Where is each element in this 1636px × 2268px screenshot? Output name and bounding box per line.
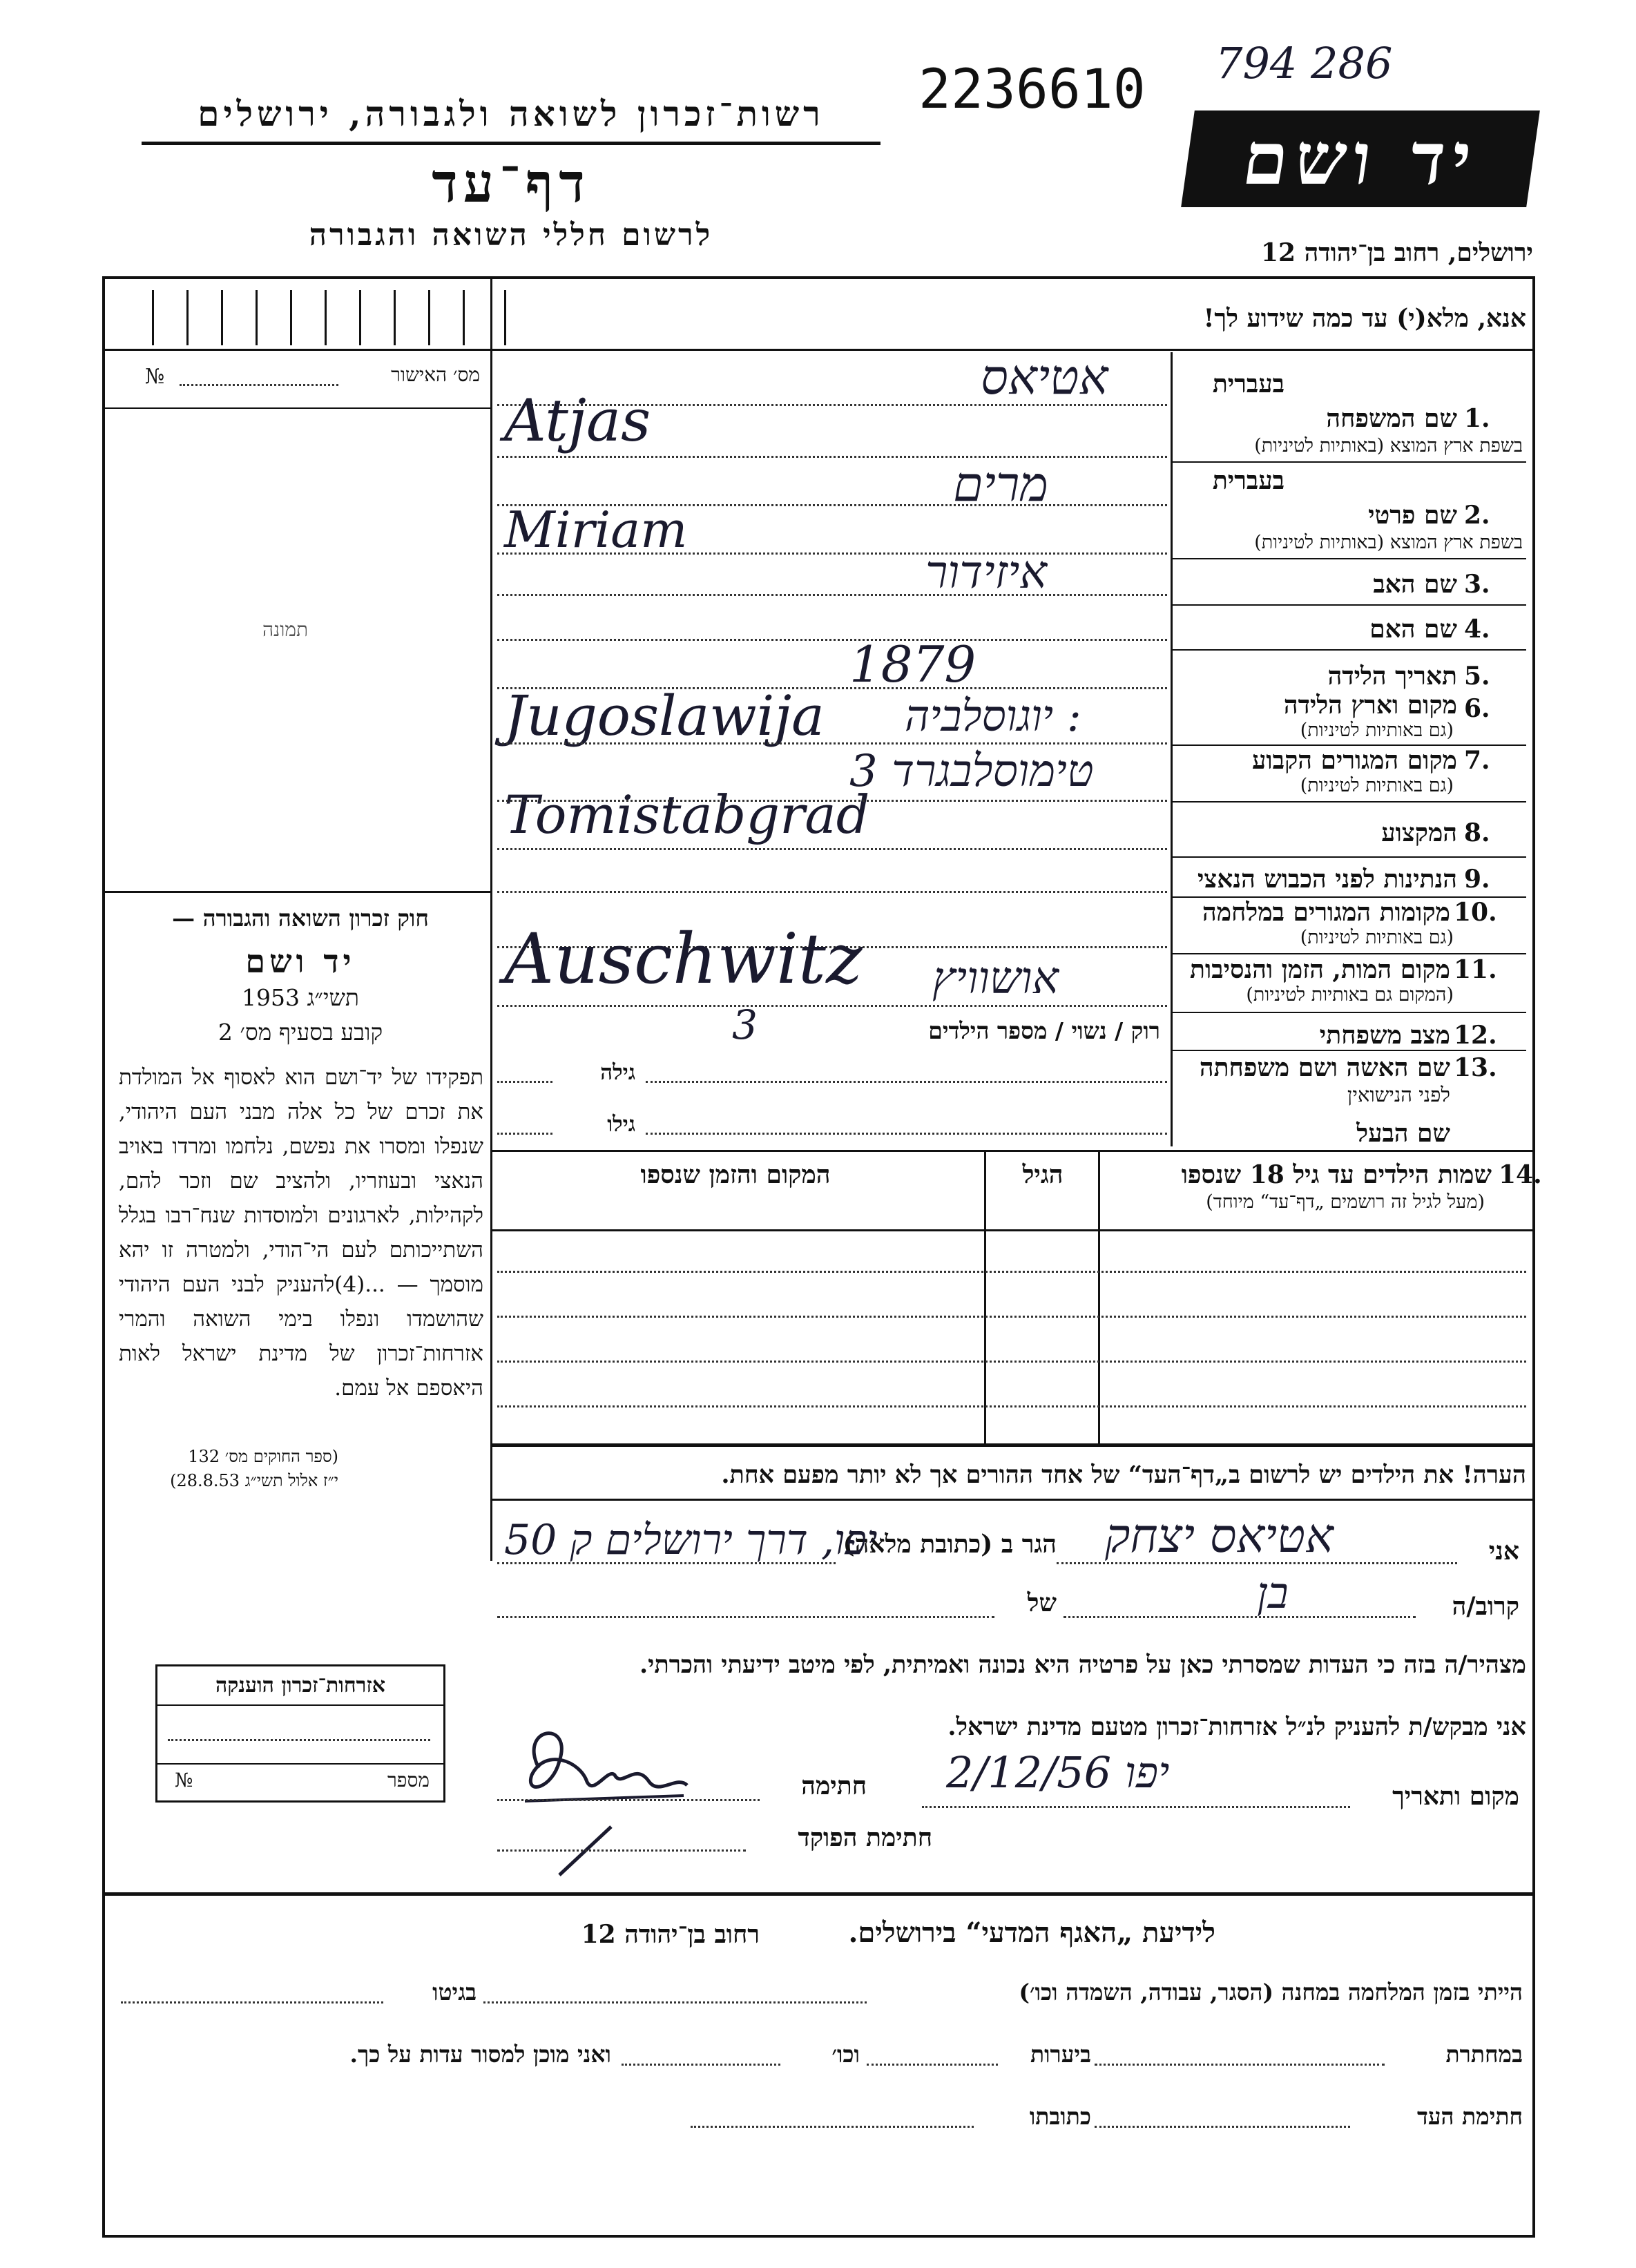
field-4-divider xyxy=(1171,649,1526,651)
field-8-num: 8. xyxy=(1464,818,1490,847)
field-1-hebrew-label: בעברית xyxy=(1212,369,1284,398)
field-1-value-latin[interactable]: Atjas xyxy=(504,387,651,454)
law-ref-2: י״ז אלול תשי״ג 28.8.53) xyxy=(170,1471,338,1490)
field-7-line-2[interactable] xyxy=(497,848,1167,850)
field-14-sub: (מעל לגיל זה רושמים „דף־עד“ מיוחד) xyxy=(1206,1191,1485,1213)
cert-no-label: מס׳ האישור xyxy=(391,363,480,386)
field-7-line[interactable] xyxy=(497,800,1167,802)
decl-address-value[interactable]: יפו, דרך ירושלים ק 50 xyxy=(504,1516,878,1564)
footer-witness-sig-line[interactable] xyxy=(1095,2126,1350,2128)
field-6-line[interactable] xyxy=(497,742,1167,744)
field-6-sub: (גם באותיות לטיניות) xyxy=(1300,720,1454,741)
field-1-divider xyxy=(1171,461,1526,463)
children-row-2[interactable] xyxy=(497,1316,1526,1318)
field-6-value-latin[interactable]: Jugoslawija xyxy=(504,684,825,748)
children-row-1[interactable] xyxy=(497,1271,1526,1273)
field-3-divider xyxy=(1171,604,1526,606)
cert-no-symbol: № xyxy=(145,365,165,389)
law-text: תפקידו של יד־ושם הוא לאסוף אל המולדת את זכרם של כל אלה מבני העם היהודי, שנפלו ומסרו את נפשם, נלחמו ומרדו באויב הנאצי ובעוזריו, ולהציב שם וזכר להם, לקהילות, לארגונים ולמוסדות שנח־רבו בגלל השתייכותם לעם הי־הודי, ולמטרה זו יהא מוסמך — ...(4)להעניק לבני העם היהודי שהושמדו ונפלו בימי השואה והמרי אזרחות־זכרון של מדינת ישראל לאות היאספם אל עמם. xyxy=(119,1065,483,1401)
footer-forests-label: ביערות xyxy=(1030,2041,1091,2068)
footer-etc-label: וכו׳ xyxy=(831,2041,860,2068)
children-col-1 xyxy=(1098,1150,1100,1443)
label-column-divider xyxy=(1171,352,1173,1146)
husband-age: גילו xyxy=(607,1112,635,1137)
decl-relative-value[interactable]: בן xyxy=(1257,1568,1289,1618)
field-3-line[interactable] xyxy=(497,594,1167,596)
decl-address-line[interactable] xyxy=(497,1562,836,1564)
form-subtitle: לרשום חללי השואה והגבורה xyxy=(309,218,713,253)
field-11-divider xyxy=(1171,1012,1526,1013)
field-10-label: מקומות המגורים במלחמה xyxy=(1202,898,1450,927)
field-2-label: שם פרטי xyxy=(1368,501,1457,530)
decl-i-value[interactable]: אטיאס יצחק xyxy=(1105,1509,1334,1564)
decl-signature-line[interactable] xyxy=(497,1799,760,1801)
left-panel-divider xyxy=(490,276,492,1561)
husband-age-line[interactable] xyxy=(497,1133,552,1135)
field-3-label: שם האב xyxy=(1373,570,1457,599)
yad-vashem-logo xyxy=(1181,110,1540,207)
footer-heading: לידיעת „האגף המדעי“ בירושלים. xyxy=(848,1916,1215,1949)
law-year: תשי״ג 1953 xyxy=(241,984,360,1011)
children-top xyxy=(490,1150,1535,1152)
field-2-value-latin[interactable]: Miriam xyxy=(504,501,688,559)
field-1-label: שם המשפחה xyxy=(1326,404,1457,433)
field-14-col-place: המקום והזמן שנספו xyxy=(640,1160,831,1189)
field-4-line[interactable] xyxy=(497,639,1167,641)
husband-line[interactable] xyxy=(646,1133,1167,1135)
field-8-divider xyxy=(1171,856,1526,858)
field-14-label: שמות הילדים עד גיל 18 שנספו xyxy=(1181,1160,1492,1189)
stamp-number: 2236610 xyxy=(918,59,1146,121)
footer-ghetto-line[interactable] xyxy=(121,2001,383,2003)
cert-no-line[interactable] xyxy=(180,384,338,386)
cert-no-divider xyxy=(102,407,492,409)
field-7-value-latin[interactable]: Tomistabgrad xyxy=(504,784,870,845)
field-13-sub: לפני הנישואין xyxy=(1347,1083,1450,1106)
field-1-latin-line[interactable] xyxy=(497,456,1167,458)
photo-strip xyxy=(124,283,483,345)
footer-witness-sig-label: חתימת העד xyxy=(1416,2103,1523,2130)
field-1-sub: בשפת ארץ המוצא (באותיות לטיניות) xyxy=(1254,435,1523,457)
decl-i-line[interactable] xyxy=(1057,1562,1457,1564)
field-13-label: שם האשה ושם משפחתה xyxy=(1199,1053,1450,1082)
decl-place-date-label: מקום ותאריך xyxy=(1392,1782,1519,1811)
law-ref-1: (ספר החוקים מס׳ 132 xyxy=(188,1447,338,1466)
field-2-latin-line[interactable] xyxy=(497,552,1167,555)
husband-label: שם הבעל xyxy=(1356,1119,1450,1148)
footer-address-label: כתובתו xyxy=(1029,2103,1091,2130)
decl-place-date-line[interactable] xyxy=(922,1806,1350,1808)
signature-scribble xyxy=(511,1720,691,1809)
field-13-age-line[interactable] xyxy=(497,1081,552,1083)
field-7-label: מקום המגורים הקבוע xyxy=(1252,746,1457,775)
decl-official-label: חתימת הפוקד xyxy=(798,1823,932,1852)
field-11-label: מקום המות, הזמן והנסיבות xyxy=(1190,955,1450,984)
decl-signature-label: חתימה xyxy=(801,1771,867,1800)
photo-label: תמונה xyxy=(262,618,309,641)
field-2-hebrew-label: בעברית xyxy=(1212,466,1284,495)
field-5-label: תאריך הלידה xyxy=(1327,662,1457,691)
memorial-box-symbol: № xyxy=(175,1769,193,1791)
children-row-3[interactable] xyxy=(497,1361,1526,1363)
footer-underground-label: במחתרת xyxy=(1445,2041,1523,2068)
footer-address-line[interactable] xyxy=(691,2126,974,2128)
memorial-box-title: אזרחות־זכרון הוענקה xyxy=(215,1673,386,1698)
field-1-value-hebrew[interactable]: אטיאס xyxy=(981,349,1108,405)
field-3-num: 3. xyxy=(1464,570,1490,599)
field-13-line[interactable] xyxy=(646,1081,1167,1083)
field-2-value-hebrew[interactable]: מרים xyxy=(953,456,1048,512)
field-7-value-hebrew[interactable]: טימוסלבגרד 3 xyxy=(849,746,1094,797)
field-11-line[interactable] xyxy=(497,1005,1167,1007)
footer-underground-line[interactable] xyxy=(1095,2064,1385,2066)
field-9-num: 9. xyxy=(1464,865,1490,894)
field-7-num: 7. xyxy=(1464,746,1490,775)
field-8-label: המקצוע xyxy=(1381,818,1457,847)
field-12-num: 12. xyxy=(1454,1021,1497,1050)
field-10-num: 10. xyxy=(1454,898,1497,927)
decl-relative-line[interactable] xyxy=(1064,1616,1416,1618)
memorial-citizenship-box xyxy=(155,1664,445,1803)
top-strip-line xyxy=(102,349,1535,351)
field-7-divider xyxy=(1171,801,1526,803)
decl-of-line[interactable] xyxy=(497,1616,994,1618)
children-bottom xyxy=(490,1443,1535,1447)
top-right-ticks xyxy=(497,283,525,345)
field-14-col-age: הגיל xyxy=(1022,1160,1064,1189)
field-6-value-hebrew[interactable]: יוגוסלביה : xyxy=(905,691,1081,741)
footer-top xyxy=(102,1892,1535,1896)
field-4-num: 4. xyxy=(1464,615,1490,644)
photo-bottom xyxy=(102,891,492,893)
field-12-label: מצב משפחתי xyxy=(1319,1021,1450,1050)
field-11-sub: (המקום גם באותיות לטיניות) xyxy=(1246,984,1454,1006)
field-13-age: גילה xyxy=(600,1060,635,1085)
field-5-value[interactable]: 1879 xyxy=(849,635,976,693)
footer-ghetto-label: בגיטו xyxy=(432,1979,477,2006)
field-2-sub: בשפת ארץ המוצא (באותיות לטיניות) xyxy=(1254,532,1523,553)
decl-resides-label: הגר ב (כתובת מלאה) xyxy=(843,1530,1057,1559)
field-9-label: הנתינות לפני הכבוש הנאצי xyxy=(1197,865,1457,894)
logo-text: יד ושם xyxy=(1238,116,1484,201)
handwritten-reference: 794 286 xyxy=(1215,38,1393,88)
children-row-4[interactable] xyxy=(497,1405,1526,1407)
decl-of-label: של xyxy=(1027,1588,1057,1617)
field-11-value-hebrew[interactable]: אושוויץ xyxy=(932,953,1059,1004)
field-10-divider xyxy=(1171,953,1526,954)
field-13-num: 13. xyxy=(1454,1053,1497,1082)
children-col-2 xyxy=(984,1150,986,1443)
field-11-value-latin[interactable]: Auschwitz xyxy=(504,919,863,999)
authority-title: רשות־זכרון לשואה ולגבורה, ירושלים xyxy=(198,93,825,134)
field-11-num: 11. xyxy=(1454,955,1497,984)
decl-request: אני מבקש/ת להעניק לנ״ל אזרחות־זכרון מטעם מדינת ישראל. xyxy=(947,1713,1526,1741)
field-6-label: מקום וארץ הלידה xyxy=(1283,691,1457,720)
field-4-label: שם האם xyxy=(1369,615,1457,644)
footer-camp-line[interactable] xyxy=(483,2001,867,2003)
field-12-divider xyxy=(1171,1050,1526,1051)
footer-forests-line[interactable] xyxy=(867,2064,998,2066)
field-1-num: 1. xyxy=(1464,404,1490,433)
decl-official-line[interactable] xyxy=(497,1849,746,1852)
decl-place-date-value[interactable]: יפו 2/12/56 xyxy=(946,1747,1170,1798)
footer-etc-line[interactable] xyxy=(622,2064,780,2066)
children-header-line xyxy=(490,1229,1535,1231)
field-2-divider xyxy=(1171,558,1526,559)
field-10-sub: (גם באותיות לטיניות) xyxy=(1300,927,1454,948)
field-7-sub: (גם באותיות לטיניות) xyxy=(1300,775,1454,796)
field-5-num: 5. xyxy=(1464,662,1490,691)
instruction: אנא, מלא(י) עד כמה שידוע לך! xyxy=(1203,304,1526,333)
field-12-children[interactable]: 3 xyxy=(732,1001,758,1048)
law-clause: קובע בסעיף מס׳ 2 xyxy=(218,1019,383,1046)
authority-underline xyxy=(142,142,880,145)
decl-statement: מצהיר/ה בזה כי העדות שמסרתי כאן על פרטיה היא נכונה ואמיתית, לפי מיטב ידיעתי והכרתי. xyxy=(639,1651,1526,1679)
decl-i-label: אני xyxy=(1488,1537,1519,1566)
address: ירושלים, רחוב בן־יהודה 12 xyxy=(1260,238,1533,267)
footer-camp-label: הייתי בזמן המלחמה במחנה (הסגר, עבודה, השמדה וכו׳) xyxy=(1019,1979,1523,2006)
decl-signature[interactable] xyxy=(511,1720,691,1809)
note-bottom xyxy=(490,1499,1535,1501)
field-14-num: 14. xyxy=(1499,1160,1542,1189)
field-2-num: 2. xyxy=(1464,501,1490,530)
law-name: יד ושם xyxy=(245,943,356,980)
form-title: דף־עד xyxy=(432,152,590,215)
law-title: חוק זכרון השואה והגבורה — xyxy=(172,905,429,932)
note: הערה! את הילדים יש לרשום ב„דף־העד“ של אחד ההורים אך לא יותר מפעם אחת. xyxy=(721,1461,1526,1489)
decl-relative-label: קרוב/ה xyxy=(1452,1592,1519,1621)
field-6-num: 6. xyxy=(1464,694,1490,723)
field-3-value[interactable]: איזידור xyxy=(925,546,1047,599)
field-12-options[interactable]: רוק / נשוי / מספר הילדים xyxy=(928,1017,1160,1044)
memorial-box-number: מספר xyxy=(387,1769,430,1791)
footer-address: רחוב בן־יהודה 12 xyxy=(581,1920,760,1949)
footer-ready-label: ואני מוכן למסור עדות על כך. xyxy=(349,2041,611,2068)
field-9-line[interactable] xyxy=(497,891,1167,893)
